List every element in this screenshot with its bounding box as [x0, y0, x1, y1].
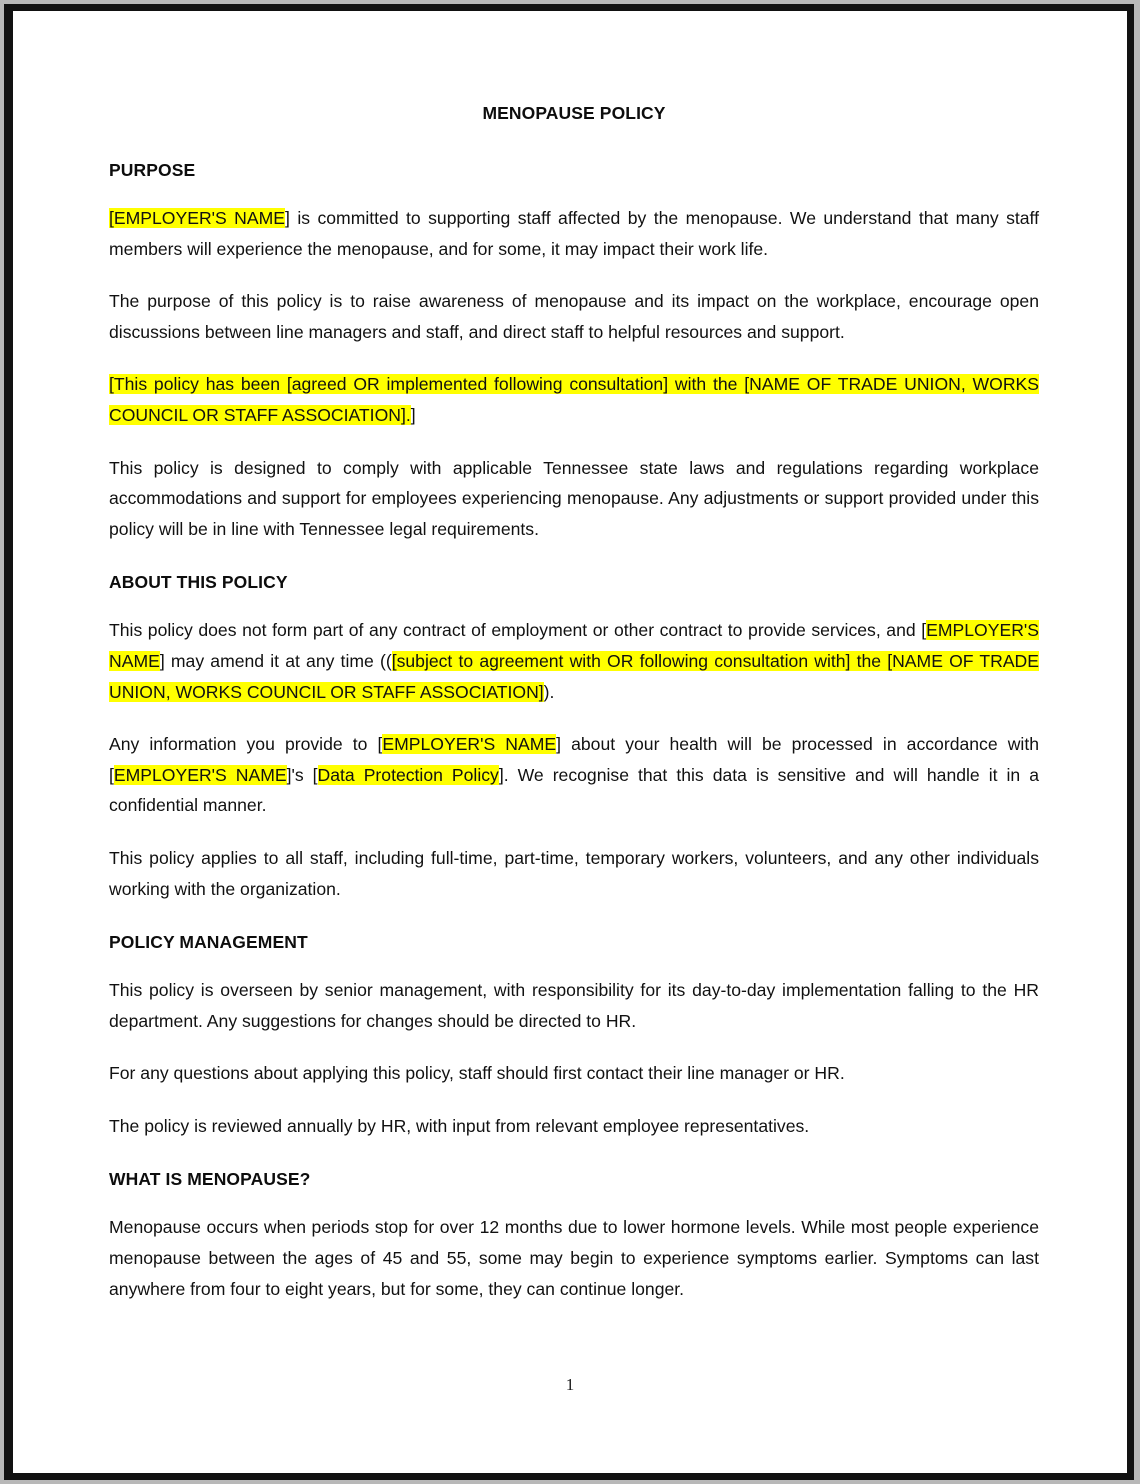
highlight-data-protection-policy: Data Protection Policy — [317, 764, 499, 785]
paragraph-about-1-seg1: This policy does not form part of any contract of employment or other contract to provide services, and [ — [109, 620, 927, 641]
paragraph-purpose-2: The purpose of this policy is to raise awareness of menopause and its impact on the workplace, encourage open discussions between line managers and staff, and direct staff to helpful resources and support. — [109, 291, 1039, 342]
highlight-employer-name: EMPLOYER'S NAME — [113, 764, 287, 785]
paragraph-about-2-seg5: ]'s [ — [286, 764, 318, 785]
document-content — [109, 103, 1039, 1304]
paragraph-about-2-seg3: ] about your health will be processed in accordance with [ — [109, 734, 1040, 785]
highlight-employer-name: EMPLOYER'S NAME — [382, 734, 557, 755]
paragraph-policy-management-3: The policy is reviewed annually by HR, with input from relevant employee representatives. — [109, 1115, 810, 1136]
paragraph-about-3: This policy applies to all staff, including full-time, part-time, temporary workers, volunteers, and any other individuals working with the organization. — [109, 847, 1039, 899]
page-title: MENOPAUSE POLICY — [482, 103, 666, 123]
section-heading-about-this-policy: ABOUT THIS POLICY — [109, 572, 288, 593]
paragraph-policy-management-2: For any questions about applying this policy, staff should first contact their line manager or HR. — [109, 1063, 845, 1084]
paragraph-about-2-seg1: Any information you provide to [ — [109, 734, 383, 755]
highlight-consultation-clause: [This policy has been [agreed OR implemented following consultation] with the [NAME OF TRADE UNION, WORKS COUNCIL OR STAFF ASSOCIATION]. — [109, 374, 1039, 425]
paragraph-about-2 — [109, 729, 1039, 821]
paragraph-purpose-4: This policy is designed to comply with applicable Tennessee state laws and regulations regarding workplace accommodations and support for employees experiencing menopause. Any adjustments or support provided under this policy will be in line with Tennessee legal requirements. — [109, 457, 1039, 539]
paragraph-policy-management-1: This policy is overseen by senior management, with responsibility for its day-to-day implementation falling to the HR department. Any suggestions for changes should be directed to HR. — [109, 980, 1039, 1031]
page-border — [4, 4, 1134, 1480]
highlight-agreement-clause: [subject to agreement with OR following consultation with] the [NAME OF TRADE UNION, WORKS COUNCIL OR STAFF ASSOCIATION] — [109, 650, 1039, 702]
document-page — [13, 11, 1127, 1473]
paragraph-purpose-1 — [109, 203, 1039, 264]
page-number: 1 — [565, 1375, 575, 1394]
paragraph-purpose-1-text: ] is committed to supporting staff affected by the menopause. We understand that many staff members will experience the menopause, and for some, it may impact their work life. — [109, 208, 1039, 259]
paragraph-about-1-seg3: ] may amend it at any time (( — [159, 650, 392, 671]
paragraph-about-1 — [109, 615, 1039, 707]
paragraph-about-2-seg7: ]. We recognise that this data is sensitive and will handle it in a confidential manner. — [109, 764, 1039, 816]
section-heading-what-is-menopause: WHAT IS MENOPAUSE? — [109, 1169, 311, 1190]
highlight-employer-name: [EMPLOYER'S NAME — [109, 208, 286, 228]
section-heading-purpose: PURPOSE — [109, 160, 196, 180]
paragraph-purpose-3 — [109, 369, 1039, 430]
paragraph-what-is-menopause-1: Menopause occurs when periods stop for over 12 months due to lower hormone levels. While most people experience menopause between the ages of 45 and 55, some may begin to experience symptoms earlier. Symptoms can last anywhere from four to eight years, but for some, they can continue longer. — [109, 1217, 1039, 1299]
paragraph-about-1-seg5: ). — [543, 681, 555, 702]
paragraph-purpose-3-tail: ] — [410, 404, 416, 425]
section-heading-policy-management: POLICY MANAGEMENT — [109, 932, 308, 953]
highlight-employer-name: EMPLOYER'S NAME — [109, 620, 1039, 671]
